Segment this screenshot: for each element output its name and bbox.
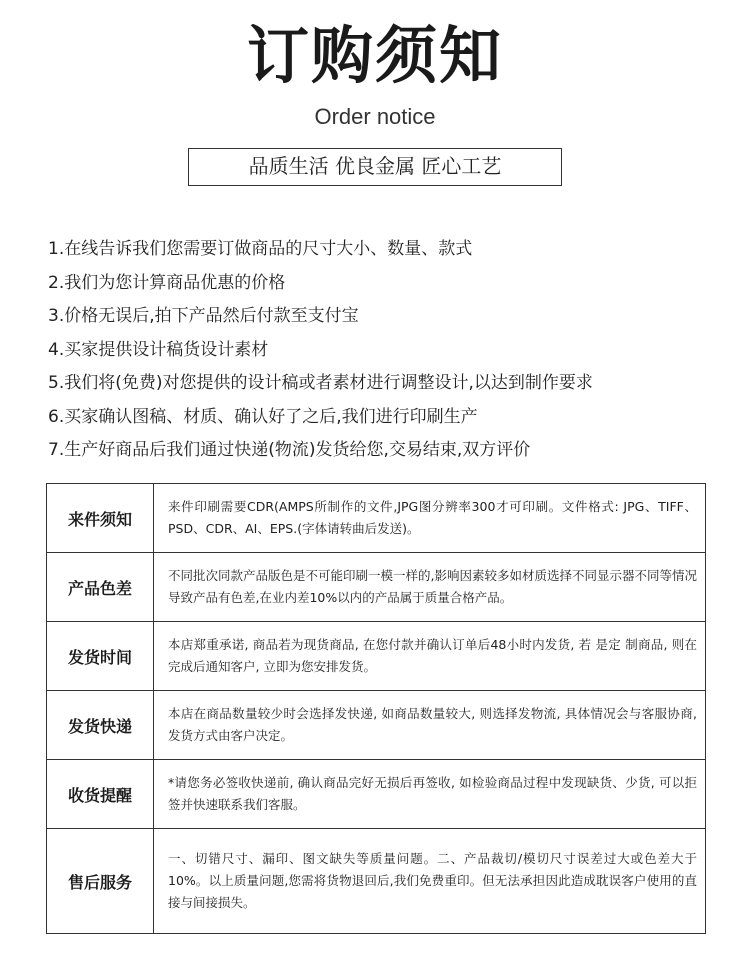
table-row [47, 622, 706, 691]
order-step-4: 4.买家提供设计稿货设计素材 [48, 339, 269, 360]
order-steps-list [48, 233, 728, 468]
order-step-7: 7.生产好商品后我们通过快递(物流)发货给您,交易结束,双方评价 [48, 440, 531, 460]
page-subtitle: Order notice [314, 104, 436, 129]
row-label-color-difference: 产品色差 [47, 553, 154, 622]
row-label-after-sales: 售后服务 [47, 829, 154, 934]
table-row [47, 760, 706, 829]
row-content-receipt-reminder: *请您务必签收快递前, 确认商品完好无损后再签收, 如检验商品过程中发现缺货、少货, 可以拒签并快速联系我们客服。 [154, 760, 706, 829]
table-row [47, 829, 706, 934]
order-step-3: 3.价格无误后,拍下产品然后付款至支付宝 [48, 306, 359, 326]
slogan-box: 品质生活 优良金属 匠心工艺 [188, 148, 562, 186]
order-step-1: 1.在线告诉我们您需要订做商品的尺寸大小、数量、款式 [48, 239, 473, 259]
row-label-receipt-reminder: 收货提醒 [47, 760, 154, 829]
notice-table [46, 483, 706, 934]
row-content-shipping-courier: 本店在商品数量较少时会选择发快递, 如商品数量较大, 则选择发物流, 具体情况会与客服协商, 发货方式由客户决定。 [154, 691, 706, 760]
table-row [47, 484, 706, 553]
row-content-color-difference: 不同批次同款产品版色是不可能印刷一模一样的,影响因素较多如材质选择不同显示器不同等情况导致产品有色差,在业内差10%以内的产品属于质量合格产品。 [154, 553, 706, 622]
row-content-after-sales: 一、切错尺寸、漏印、图文缺失等质量问题。二、产品裁切/模切尺寸误差过大或色差大于10%。以上质量问题,您需将货物退回后,我们免费重印。但无法承担因此造成耽误客户使用的直接与间接损失。 [154, 829, 706, 934]
row-label-incoming-files: 来件须知 [47, 484, 154, 553]
order-step-5: 5.我们将(免费)对您提供的设计稿或者素材进行调整设计,以达到制作要求 [48, 373, 593, 393]
row-content-shipping-time: 本店郑重承诺, 商品若为现货商品, 在您付款并确认订单后48小时内发货, 若 是定 制商品, 则在完成后通知客户, 立即为您安排发货。 [154, 622, 706, 691]
order-step-6: 6.买家确认图稿、材质、确认好了之后,我们进行印刷生产 [48, 406, 478, 427]
row-content-incoming-files: 来件印刷需要CDR(AMPS所制作的文件,JPG图分辨率300才可印刷。文件格式: JPG、TIFF、PSD、CDR、AI、EPS.(字体请转曲后发送)。 [154, 484, 706, 553]
row-label-shipping-time: 发货时间 [47, 622, 154, 691]
table-row [47, 691, 706, 760]
page-title: 订购须知 [246, 19, 503, 92]
table-row [47, 553, 706, 622]
row-label-shipping-courier: 发货快递 [47, 691, 154, 760]
order-step-2: 2.我们为您计算商品优惠的价格 [48, 272, 286, 293]
